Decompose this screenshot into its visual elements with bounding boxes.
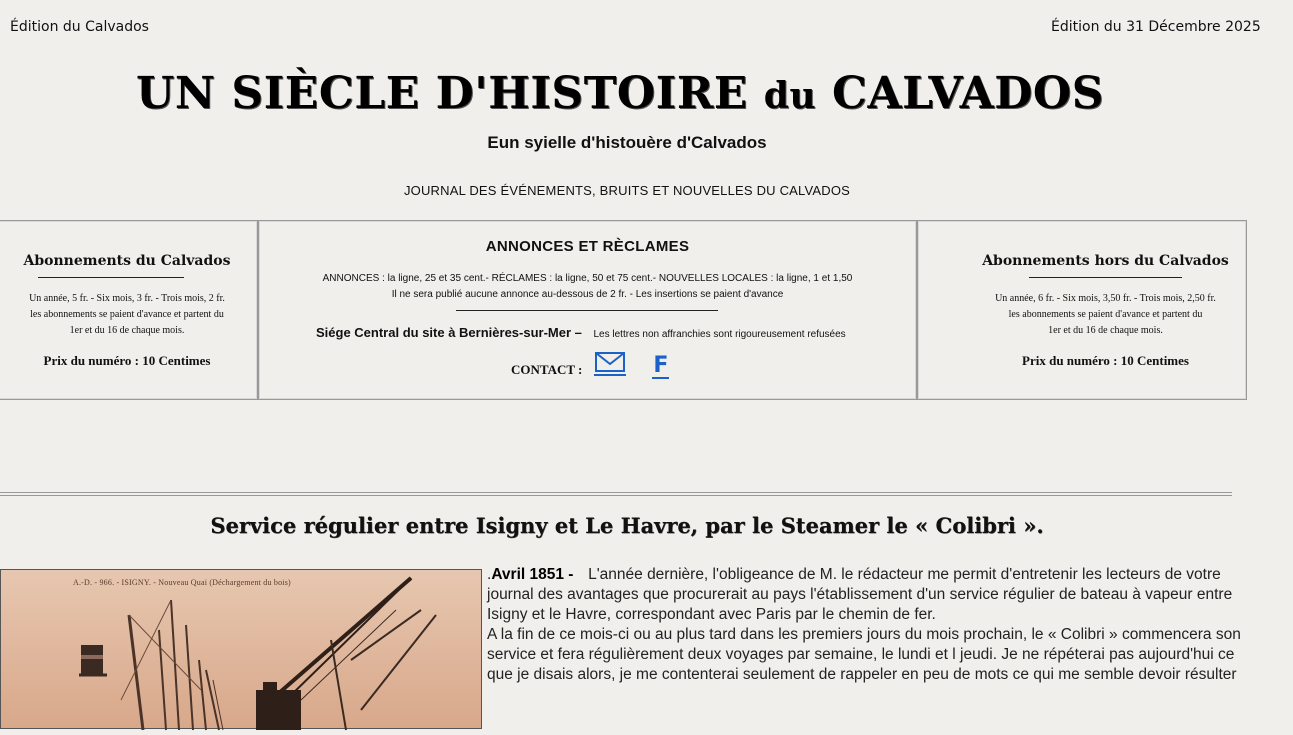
contact-row — [511, 351, 669, 382]
announcements-box — [258, 220, 917, 400]
edition-date: Édition du 31 Décembre 2025 — [1051, 19, 1261, 35]
envelope-icon[interactable] — [594, 351, 626, 382]
journal-tagline: JOURNAL DES ÉVÉNEMENTS, BRUITS ET NOUVELLES DU CALVADOS — [403, 183, 851, 198]
article-photo — [0, 569, 482, 729]
article-text-line: A la fin de ce mois-ci ou au plus tard dans les premiers jours du mois prochain, le « Colibri » commencera son — [487, 626, 1241, 643]
subscription-line: Un année, 6 fr. - Six mois, 3,50 fr. - Trois mois, 2,50 fr. — [995, 293, 1216, 304]
announcements-rates: ANNONCES : la ligne, 25 et 35 cent.- RÉCLAMES : la ligne, 50 et 75 cent.- NOUVELLES LOCALES : la ligne, 1 et 1,50 — [322, 273, 853, 284]
article-text-line: journal des avantages que procurerait au pays l'établissement d'un service régulier de bateau à vapeur entre — [487, 586, 1233, 603]
masthead-title-part1: UN SIÈCLE D'HISTOIRE — [136, 68, 748, 119]
letters-notice: Les lettres non affranchies sont rigoureusement refusées — [593, 329, 846, 340]
head-office-line — [316, 325, 846, 340]
dateline-separator: - — [563, 566, 578, 583]
divider — [38, 277, 184, 278]
issue-price: Prix du numéro : 10 Centimes — [1022, 353, 1189, 368]
subscription-line: Un année, 5 fr. - Six mois, 3 fr. - Trois mois, 2 fr. — [29, 293, 225, 304]
divider — [456, 310, 718, 311]
article-title: Service régulier entre Isigny et Le Havre, par le Steamer le « Colibri ». — [210, 513, 1044, 538]
subscription-title: Abonnements du Calvados — [23, 253, 231, 269]
announcements-notice: Il ne sera publié aucune annonce au-dessous de 2 fr. - Les insertions se paient d'avance — [391, 289, 784, 300]
masthead-title-part3: CALVADOS — [831, 68, 1104, 119]
divider — [1029, 277, 1182, 278]
contact-label: CONTACT : — [511, 361, 583, 377]
article-dateline: Avril 1851 — [491, 566, 564, 583]
facebook-icon[interactable]: F — [653, 352, 669, 378]
article-text-line: L'année dernière, l'obligeance de M. le rédacteur me permit d'entretenir les lecteurs de votre — [588, 566, 1221, 583]
subscription-line: 1er et du 16 de chaque mois. — [1048, 325, 1163, 336]
edition-label: Édition du Calvados — [10, 19, 149, 35]
announcements-title: ANNONCES ET RÈCLAMES — [485, 238, 690, 255]
masthead-subtitle: Eun syielle d'histouère d'Calvados — [487, 133, 767, 152]
subscription-box-outside — [917, 220, 1247, 400]
section-divider — [0, 492, 1232, 496]
issue-price: Prix du numéro : 10 Centimes — [43, 353, 211, 368]
masthead-title-part2: du — [763, 75, 817, 117]
subscription-terms — [0, 291, 257, 339]
subscription-line: 1er et du 16 de chaque mois. — [69, 325, 185, 336]
article-text-line: Isigny et le Havre, correspondant avec Paris par le chemin de fer. — [487, 606, 936, 623]
dateline-lead: . — [487, 566, 492, 583]
article-body — [487, 565, 1247, 685]
subscription-title: Abonnements hors du Calvados — [982, 253, 1229, 269]
photo-caption: A.-D. - 966. - ISIGNY. - Nouveau Quai (Déchargement du bois) — [73, 578, 291, 587]
article-text-line: service et fera régulièrement deux voyages par semaine, le lundi et l jeudi. Je ne répéterai pas aujourd'hui ce — [487, 646, 1235, 663]
subscription-line: les abonnements se paient d'avance et partent du — [30, 309, 224, 320]
article-paragraph-line — [487, 565, 1247, 585]
subscription-line: les abonnements se paient d'avance et partent du — [1008, 309, 1203, 320]
masthead-title — [0, 68, 1240, 119]
article-text-line: que je disais alors, je me contenterai seulement de rappeler en peu de mots ce qui me semble devoir résulter — [487, 666, 1237, 683]
harbor-illustration — [1, 570, 483, 730]
head-office-text: Siége Central du site à Bernières-sur-Mer – — [316, 325, 582, 340]
subscription-terms — [918, 291, 1293, 339]
subscription-box-calvados — [0, 220, 258, 400]
